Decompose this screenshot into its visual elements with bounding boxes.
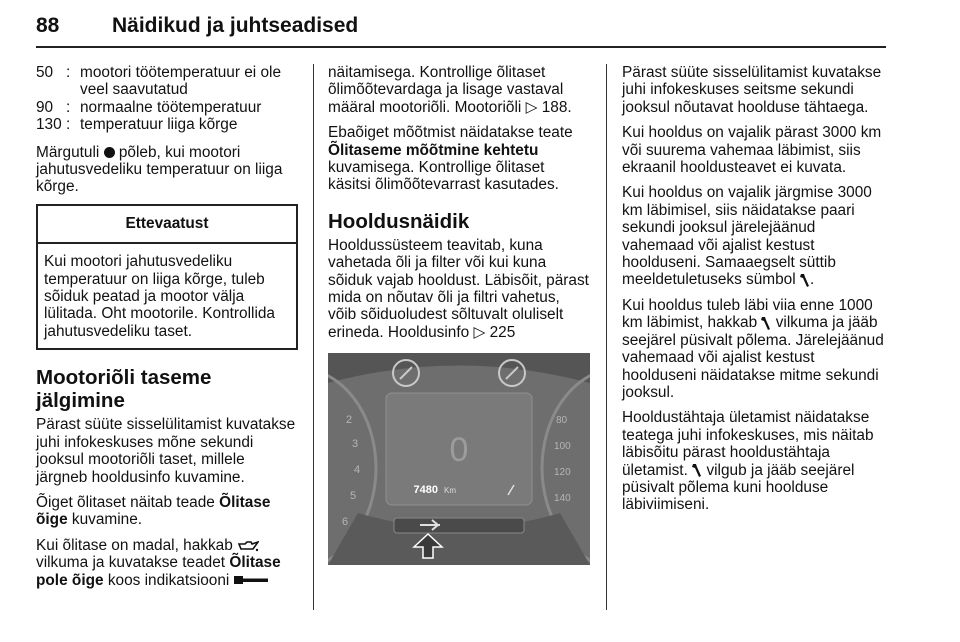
paragraph: Kui hooldus tuleb läbi viia enne 1000 km läbimist, hakkab vilkuma ja jääb seejärel püsivalt põlema. Järelejäänud vahemaad või ajalist kestust hoolduseni näidatakse mitme sekundi jooksul. — [622, 296, 884, 401]
paragraph: Kui hooldus on vajalik pärast 3000 km või suurema vahemaa läbimist, siis ekraanil hooldusteavet ei kuvata. — [622, 124, 882, 177]
dipstick-icon — [234, 575, 268, 585]
svg-text:4: 4 — [354, 464, 361, 477]
paragraph: Kui hooldus on vajalik järgmise 3000 km läbimisel, siis näidatakse paari sekundi jooksul järelejäänud vahemaad või ajalist kestust hoolduseni. Samaaegselt süttib meeldetuletuseks sümbol . — [622, 184, 872, 289]
paragraph: Pärast süüte sisselülitamist kuvatakse juhi infokeskuses mõne sekundi jooksul mootoriõli taset, millele järgneb hooldusinfo kuvamine. — [36, 416, 296, 486]
svg-text:5: 5 — [350, 490, 357, 503]
paragraph: Hooldussüsteem teavitab, kuna vahetada õli ja filter või kui kuna sõiduk vajab hooldust. Läbisõit, pärast mida on nõutav õli ja filtri vahetus, võib sõiduoludest sõltuvalt oluliselt erineda. Hooldusinfo ▷ 225 — [328, 236, 589, 341]
svg-text:3: 3 — [352, 438, 359, 451]
svg-text:Km: Km — [444, 486, 456, 496]
svg-text:2: 2 — [346, 414, 353, 427]
column-2 — [328, 64, 590, 570]
svg-text:120: 120 — [554, 467, 571, 479]
page-title: Näidikud ja juhtseadised — [112, 14, 359, 37]
temperature-row: 90 : normaalne töötemperatuur — [36, 98, 262, 116]
column-divider — [606, 64, 607, 610]
page-number: 88 — [36, 14, 60, 37]
paragraph: Ebaõiget mõõtmist näidatakse teate Õlitaseme mõõtmine kehtetu kuvamisega. Kontrollige õlitaset käsitsi õlimõõtevarrast kasutades. — [328, 124, 573, 194]
wrench-icon — [761, 316, 771, 330]
svg-text:0: 0 — [449, 431, 469, 470]
svg-text:140: 140 — [554, 493, 571, 505]
svg-text:7480: 7480 — [413, 484, 438, 497]
oil-can-icon — [237, 540, 259, 552]
section-heading-service: Hooldusnäidik — [328, 209, 470, 233]
svg-text:100: 100 — [554, 441, 571, 453]
column-divider — [313, 64, 314, 610]
wrench-icon — [692, 463, 702, 477]
caution-title: Ettevaatust — [38, 206, 296, 244]
temperature-row: 50 : mootori töötemperatuur ei ole veel saavutatud — [36, 64, 282, 99]
page-ref-arrow-icon: ▷ — [473, 323, 486, 341]
paragraph: Hooldustähtaja ületamist näidatakse teatega juhi infokeskuses, mis näitab läbisõitu pärast hooldustähtaja ületamist. vilgub ja jääb seejärel püsivalt põlema kuni hoolduse läbiviimiseni. — [622, 409, 874, 514]
paragraph: näitamisega. Kontrollige õlitaset õlimõõtevardaga ja lisage vastaval määral mootoriõli. Mootoriõli ▷ 188. — [328, 64, 572, 116]
page-ref-arrow-icon: ▷ — [525, 98, 538, 116]
svg-text:6: 6 — [342, 516, 349, 529]
wrench-icon — [800, 273, 810, 287]
temperature-list — [36, 64, 298, 134]
page-header — [36, 6, 886, 48]
column-3 — [622, 64, 890, 522]
header-rule — [36, 46, 886, 48]
section-heading-oil-level: Mootoriõli taseme jälgimine — [36, 366, 212, 413]
warning-light-paragraph: Märgutuli põleb, kui mootori jahutusvedeliku temperatuur on liiga kõrge. — [36, 143, 283, 196]
caution-box — [36, 204, 298, 350]
svg-text:80: 80 — [556, 415, 568, 427]
paragraph: Õiget õlitaset näitab teade Õlitase õige kuvamine. — [36, 493, 271, 529]
warning-dot-icon — [104, 147, 115, 158]
paragraph: Kui õlitase on madal, hakkab vilkuma ja kuvatakse teadet Õlitase pole õige koos indikatsiooni — [36, 536, 281, 589]
caution-text: Kui mootori jahutusvedeliku temperatuur on liiga kõrge, tuleb sõiduk peatad ja mootor välja lülitada. Oht mootorile. Kontrollida jahutusvedeliku taset. — [44, 253, 275, 340]
temperature-row: 130 : temperatuur liiga kõrge — [36, 116, 238, 134]
paragraph: Pärast süüte sisselülitamist kuvatakse juhi infokeskuses seitsme sekundi jooksul nõutavat hoolduse tähtaega. — [622, 64, 882, 116]
instrument-cluster-figure — [328, 353, 590, 565]
column-1 — [36, 64, 298, 597]
